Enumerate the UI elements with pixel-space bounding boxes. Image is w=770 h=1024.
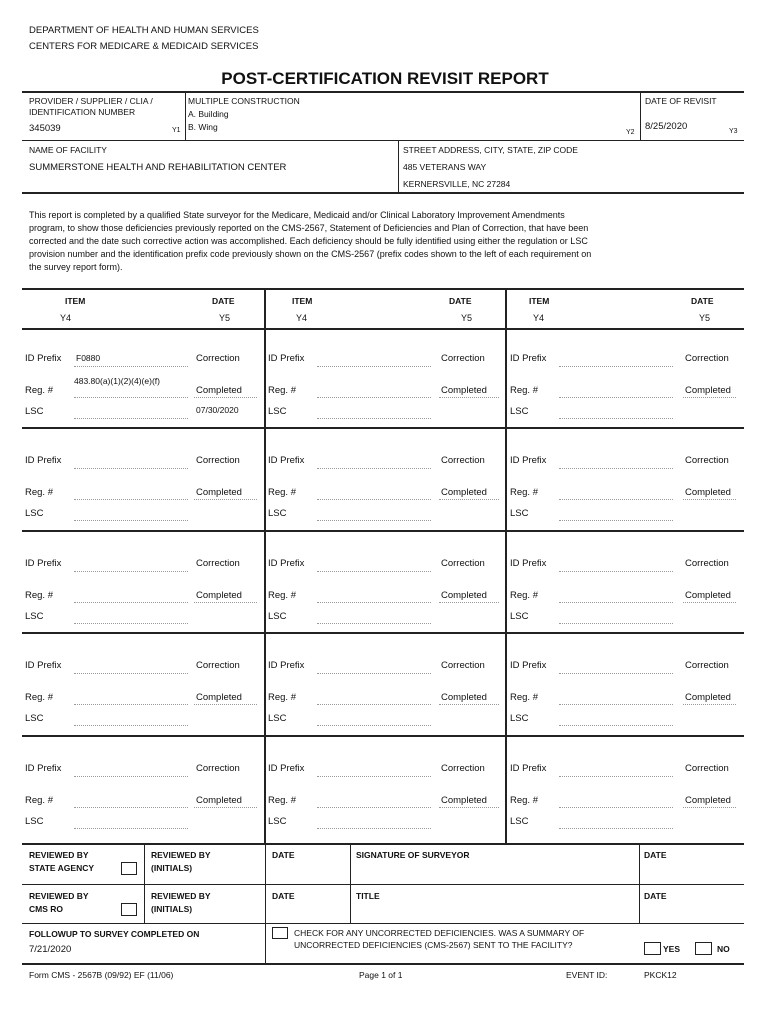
reg-label: Reg. #: [510, 590, 538, 601]
intro-line: corrected and the date such corrective action was accomplished. Each deficiency should be fully identified using either the regulation or LSC: [29, 236, 588, 246]
address-label: STREET ADDRESS, CITY, STATE, ZIP CODE: [403, 145, 578, 155]
lsc-line: [559, 418, 673, 419]
date-line: [683, 499, 736, 500]
lsc-line: [74, 623, 188, 624]
reg-line: [317, 499, 431, 500]
completed-label: Completed: [196, 590, 242, 601]
reg-line: [74, 602, 188, 603]
rule: [22, 843, 744, 845]
rule: [639, 844, 640, 923]
date-line: [683, 397, 736, 398]
intro-line: provision number and the identification prefix code previously shown on the CMS-2567 (prefix codes shown to the left of each requirement on: [29, 249, 592, 259]
reg-label: Reg. #: [25, 795, 53, 806]
date-label: DATE: [272, 891, 295, 901]
id-prefix-line: [317, 366, 431, 367]
date-line: [683, 704, 736, 705]
date-line: [439, 499, 499, 500]
lsc-label: LSC: [510, 611, 529, 622]
correction-label: Correction: [685, 353, 729, 364]
reg-label: Reg. #: [25, 385, 53, 396]
reg-line: [74, 704, 188, 705]
lsc-line: [317, 418, 431, 419]
check-text-2: UNCORRECTED DEFICIENCIES (CMS-2567) SENT TO THE FACILITY?: [294, 940, 573, 950]
completed-label: Completed: [441, 590, 487, 601]
revisit-date-code: Y3: [729, 128, 738, 135]
id-prefix-label: ID Prefix: [510, 455, 547, 466]
initials-label: (INITIALS): [151, 863, 193, 873]
completed-label: Completed: [685, 590, 731, 601]
signature-label: SIGNATURE OF SURVEYOR: [356, 850, 470, 860]
reg-label: Reg. #: [25, 692, 53, 703]
yes-label: YES: [663, 944, 681, 954]
item-column-code: Y4: [533, 313, 545, 323]
lsc-label: LSC: [510, 713, 529, 724]
correction-label: Correction: [196, 353, 240, 364]
provider-label-2: IDENTIFICATION NUMBER: [29, 107, 136, 117]
no-checkbox[interactable]: [695, 942, 712, 955]
reg-line: [559, 397, 673, 398]
reg-label: Reg. #: [268, 692, 296, 703]
id-prefix-line: [559, 366, 673, 367]
reg-label: Reg. #: [25, 487, 53, 498]
reg-label: Reg. #: [268, 487, 296, 498]
id-prefix-label: ID Prefix: [510, 558, 547, 569]
construction-building: A. Building: [188, 109, 229, 119]
title-label: TITLE: [356, 891, 380, 901]
facility-name-label: NAME OF FACILITY: [29, 145, 107, 155]
reg-value: 483.80(a)(1)(2)(4)(e)(f): [74, 376, 160, 386]
rule: [505, 289, 507, 843]
lsc-line: [559, 520, 673, 521]
completed-label: Completed: [685, 385, 731, 396]
completed-label: Completed: [196, 385, 242, 396]
id-prefix-label: ID Prefix: [268, 660, 305, 671]
construction-code: Y2: [626, 129, 635, 136]
date-line: [194, 602, 257, 603]
id-prefix-line: [74, 571, 188, 572]
date-line: [439, 602, 499, 603]
reviewed-cms-label-2: CMS RO: [29, 904, 63, 914]
correction-label: Correction: [196, 763, 240, 774]
lsc-label: LSC: [25, 713, 44, 724]
correction-label: Correction: [685, 763, 729, 774]
reg-label: Reg. #: [268, 385, 296, 396]
lsc-line: [74, 828, 188, 829]
id-prefix-label: ID Prefix: [268, 763, 305, 774]
rule: [22, 91, 744, 93]
revisit-date-value: 8/25/2020: [645, 121, 688, 132]
item-column-code: Y4: [60, 313, 72, 323]
id-prefix-label: ID Prefix: [268, 558, 305, 569]
reg-line: [74, 499, 188, 500]
completed-label: Completed: [441, 795, 487, 806]
id-prefix-label: ID Prefix: [510, 660, 547, 671]
correction-label: Correction: [441, 558, 485, 569]
rule: [22, 963, 744, 965]
completed-label: Completed: [196, 692, 242, 703]
rule: [264, 289, 266, 843]
id-prefix-line: [74, 468, 188, 469]
reg-line: [317, 602, 431, 603]
lsc-line: [74, 520, 188, 521]
id-prefix-line: [74, 776, 188, 777]
provider-number: 345039: [29, 123, 61, 134]
id-prefix-line: [559, 571, 673, 572]
intro-line: the survey report form).: [29, 262, 123, 272]
centers-name: CENTERS FOR MEDICARE & MEDICAID SERVICES: [29, 41, 259, 52]
address-city: KERNERSVILLE, NC 27284: [403, 179, 511, 189]
lsc-label: LSC: [268, 816, 287, 827]
id-prefix-label: ID Prefix: [25, 455, 62, 466]
page-title: POST-CERTIFICATION REVISIT REPORT: [221, 69, 549, 88]
lsc-label: LSC: [268, 508, 287, 519]
reg-line: [559, 807, 673, 808]
rule: [22, 140, 744, 141]
uncorrected-checkbox[interactable]: [272, 927, 288, 939]
rule: [144, 844, 145, 923]
lsc-label: LSC: [268, 611, 287, 622]
item-column-label: ITEM: [529, 296, 550, 306]
reg-line: [317, 397, 431, 398]
yes-checkbox[interactable]: [644, 942, 661, 955]
reg-label: Reg. #: [268, 590, 296, 601]
reg-line: [74, 397, 188, 398]
rule: [22, 923, 744, 924]
completed-label: Completed: [685, 487, 731, 498]
rule: [22, 192, 744, 194]
reg-label: Reg. #: [510, 795, 538, 806]
lsc-line: [559, 623, 673, 624]
reviewed-by-label: REVIEWED BY: [151, 850, 211, 860]
correction-label: Correction: [685, 455, 729, 466]
id-prefix-line: [317, 468, 431, 469]
id-prefix-line: [559, 776, 673, 777]
reg-label: Reg. #: [268, 795, 296, 806]
form-id: Form CMS - 2567B (09/92) EF (11/06): [29, 970, 174, 980]
rule: [398, 141, 399, 192]
lsc-label: LSC: [25, 508, 44, 519]
address-street: 485 VETERANS WAY: [403, 162, 487, 172]
completed-label: Completed: [441, 385, 487, 396]
revisit-date-label: DATE OF REVISIT: [645, 96, 717, 106]
construction-wing: B. Wing: [188, 122, 218, 132]
date-line: [439, 807, 499, 808]
date-label: DATE: [272, 850, 295, 860]
completed-label: Completed: [685, 692, 731, 703]
lsc-line: [317, 828, 431, 829]
date-label: DATE: [644, 891, 667, 901]
lsc-label: LSC: [25, 406, 44, 417]
department-name: DEPARTMENT OF HEALTH AND HUMAN SERVICES: [29, 25, 259, 36]
reviewed-state-label-2: STATE AGENCY: [29, 863, 95, 873]
intro-line: program, to show those deficiencies previously reported on the CMS-2567, Statement of Deficiencies and Plan of Correction, that have been: [29, 223, 589, 233]
id-prefix-label: ID Prefix: [510, 763, 547, 774]
rule: [350, 844, 351, 923]
lsc-label: LSC: [268, 406, 287, 417]
page-number: Page 1 of 1: [359, 970, 403, 980]
correction-label: Correction: [441, 455, 485, 466]
rule: [640, 92, 641, 140]
date-line: [439, 704, 499, 705]
lsc-label: LSC: [510, 406, 529, 417]
provider-code: Y1: [172, 127, 181, 134]
rule: [22, 884, 744, 885]
date-line: [194, 807, 257, 808]
id-prefix-line: [74, 673, 188, 674]
item-column-label: ITEM: [65, 296, 86, 306]
rule: [22, 427, 744, 429]
id-prefix-label: ID Prefix: [510, 353, 547, 364]
lsc-line: [559, 725, 673, 726]
date-column-code: Y5: [461, 313, 473, 323]
lsc-line: [74, 725, 188, 726]
event-id-label: EVENT ID:: [566, 970, 608, 980]
reviewed-cms-label: REVIEWED BY: [29, 891, 89, 901]
state-agency-checkbox[interactable]: [121, 862, 137, 875]
reg-label: Reg. #: [510, 692, 538, 703]
id-prefix-label: ID Prefix: [268, 353, 305, 364]
id-prefix-line: [317, 673, 431, 674]
reg-label: Reg. #: [25, 590, 53, 601]
reg-line: [559, 704, 673, 705]
followup-label: FOLLOWUP TO SURVEY COMPLETED ON: [29, 929, 200, 939]
no-label: NO: [717, 944, 730, 954]
date-line: [683, 602, 736, 603]
lsc-line: [74, 418, 188, 419]
reg-label: Reg. #: [510, 487, 538, 498]
lsc-label: LSC: [510, 816, 529, 827]
reg-line: [559, 499, 673, 500]
id-prefix-line: [559, 468, 673, 469]
check-text: CHECK FOR ANY UNCORRECTED DEFICIENCIES. WAS A SUMMARY OF: [294, 928, 585, 938]
correction-label: Correction: [196, 455, 240, 466]
completed-label: Completed: [685, 795, 731, 806]
id-prefix-label: ID Prefix: [25, 763, 62, 774]
reg-label: Reg. #: [510, 385, 538, 396]
correction-label: Correction: [196, 660, 240, 671]
reg-line: [317, 704, 431, 705]
lsc-line: [317, 520, 431, 521]
correction-label: Correction: [441, 763, 485, 774]
reg-line: [74, 807, 188, 808]
date-line: [683, 807, 736, 808]
reviewed-by-label: REVIEWED BY: [151, 891, 211, 901]
correction-label: Correction: [685, 558, 729, 569]
lsc-label: LSC: [25, 611, 44, 622]
id-prefix-label: ID Prefix: [25, 353, 62, 364]
completed-label: Completed: [196, 487, 242, 498]
rule: [22, 288, 744, 290]
reg-line: [559, 602, 673, 603]
cms-ro-checkbox[interactable]: [121, 903, 137, 916]
id-prefix-label: ID Prefix: [268, 455, 305, 466]
id-prefix-label: ID Prefix: [25, 558, 62, 569]
rule: [265, 844, 266, 963]
completed-label: Completed: [441, 692, 487, 703]
completed-label: Completed: [441, 487, 487, 498]
initials-label: (INITIALS): [151, 904, 193, 914]
date-label: DATE: [644, 850, 667, 860]
date-column-label: DATE: [449, 296, 472, 306]
date-column-code: Y5: [219, 313, 231, 323]
item-column-code: Y4: [296, 313, 308, 323]
lsc-label: LSC: [510, 508, 529, 519]
id-prefix-line: [559, 673, 673, 674]
lsc-label: LSC: [268, 713, 287, 724]
item-column-label: ITEM: [292, 296, 313, 306]
lsc-line: [317, 623, 431, 624]
id-prefix-line: [317, 776, 431, 777]
rule: [185, 92, 186, 140]
id-prefix-line: [74, 366, 188, 367]
date-column-label: DATE: [212, 296, 235, 306]
event-id: PKCK12: [644, 970, 677, 980]
id-prefix-value: F0880: [76, 353, 101, 363]
date-line: [194, 499, 257, 500]
lsc-line: [559, 828, 673, 829]
completed-date-value: 07/30/2020: [196, 405, 239, 415]
rule: [22, 530, 744, 532]
followup-date: 7/21/2020: [29, 944, 72, 955]
lsc-line: [317, 725, 431, 726]
date-line: [194, 397, 257, 398]
completed-label: Completed: [196, 795, 242, 806]
date-line: [439, 397, 499, 398]
correction-label: Correction: [685, 660, 729, 671]
reg-line: [317, 807, 431, 808]
provider-label: PROVIDER / SUPPLIER / CLIA /: [29, 96, 153, 106]
id-prefix-label: ID Prefix: [25, 660, 62, 671]
rule: [22, 632, 744, 634]
rule: [22, 735, 744, 737]
id-prefix-line: [317, 571, 431, 572]
reviewed-state-label: REVIEWED BY: [29, 850, 89, 860]
facility-name: SUMMERSTONE HEALTH AND REHABILITATION CENTER: [29, 162, 287, 173]
correction-label: Correction: [441, 353, 485, 364]
date-column-label: DATE: [691, 296, 714, 306]
date-column-code: Y5: [699, 313, 711, 323]
intro-line: This report is completed by a qualified State surveyor for the Medicare, Medicaid and/or Clinical Laboratory Improvement Amendments: [29, 210, 565, 220]
lsc-label: LSC: [25, 816, 44, 827]
correction-label: Correction: [196, 558, 240, 569]
construction-label: MULTIPLE CONSTRUCTION: [188, 96, 300, 106]
date-line: [194, 704, 257, 705]
correction-label: Correction: [441, 660, 485, 671]
rule: [22, 328, 744, 330]
